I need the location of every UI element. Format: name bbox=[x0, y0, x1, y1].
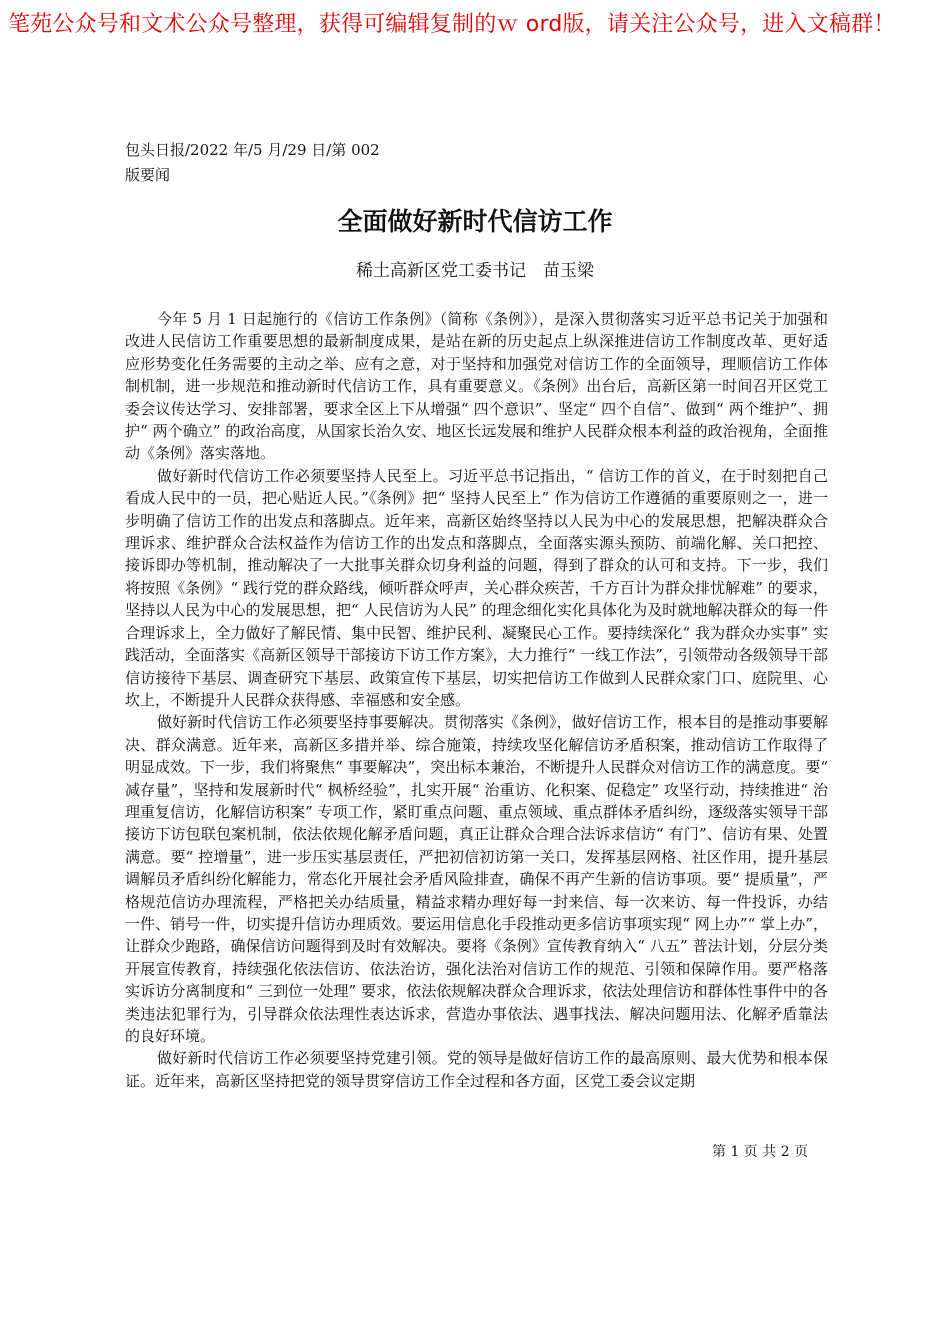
article-paragraph: 做好新时代信访工作必须要坚持党建引领。党的领导是做好信访工作的最高原则、最大优势和根本保证。近年来，高新区坚持把党的领导贯穿信访工作全过程和各方面，区党工委会议定期 bbox=[125, 1049, 828, 1090]
article-author: 稀土高新区党工委书记 苗玉梁 bbox=[356, 261, 594, 281]
article-title: 全面做好新时代信访工作 bbox=[337, 207, 613, 236]
article-paragraph: 做好新时代信访工作必须要坚持事要解决。贯彻落实《条例》，做好信访工作，根本目的是推动事要解决、群众满意。近年来，高新区多措并举、综合施策，持续攻坚化解信访矛盾积案，推动信访工作取得了明显成效。下一步，我们将聚焦“ 事要解决”，突出标本兼治，不断提升人民群众对信访工作的满意度。要“ 减存量”，坚持和发展新时代“ 枫桥经验”，扎实开展“ 治重访、化积案、促稳定” 攻坚行动，持续推进“ 治理重复信访，化解信访积案” 专项工作，紧盯重点问题、重点领域、重点群体矛盾纠纷，逐级落实领导干部接访下访包联包案机制，依法依规化解矛盾问题，真正让群众合理合法诉求信访“ 有门”、信访有果、处置满意。要“ 控增量”，进一步压实基层责任，严把初信初访第一关口，发挥基层网格、社区作用，提升基层调解员矛盾纠纷化解能力，常态化开展社会矛盾风险排查，确保不再产生新的信访事项。要“ 提质量”，严格规范信访办理流程，严格把关办结质量，精益求精办理好每一封来信、每一次来访、每一件投诉，办结一件、销号一件，切实提升信访办理质效。要运用信息化手段推动更多信访事项实现“ 网上办”“ 掌上办”，让群众少跑路，确保信访问题得到及时有效解决。要将《条例》宣传教育纳入“ 八五” 普法计划，分层分类开展宣传教育，持续强化依法信访、依法治访，强化法治对信访工作的规范、引领和保障作用。要严格落实诉访分离制度和“ 三到位一处理” 要求，依法依规解决群众合理诉求，依法处理信访和群体性事件中的各类违法犯罪行为，引导群众依法理性表达诉求，营造办事依法、遇事找法、解决问题用法、化解矛盾靠法的良好环境。 bbox=[125, 713, 828, 1045]
article-paragraph: 做好新时代信访工作必须要坚持人民至上。习近平总书记指出，“ 信访工作的首义，在于时刻把自己看成人民中的一员，把心贴近人民。”《条例》把“ 坚持人民至上” 作为信访工作遵循的重要原则之一，进一步明确了信访工作的出发点和落脚点。近年来，高新区始终坚持以人民为中心的发展思想，把解决群众合理诉求、维护群众合法权益作为信访工作的出发点和落脚点，全面落实源头预防、前端化解、关口把控、接诉即办等机制，推动解决了一大批事关群众切身利益的问题，得到了群众的认可和支持。下一步，我们将按照《条例》“ 践行党的群众路线，倾听群众呼声，关心群众疾苦，千方百计为群众排忧解难” 的要求，坚持以人民为中心的发展思想，把“ 人民信访为人民” 的理念细化实化具体化为及时就地解决群众的每一件合理诉求上，全力做好了解民情、集中民智、维护民利、凝聚民心工作。要持续深化“ 我为群众办实事” 实践活动，全面落实《高新区领导干部接访下访工作方案》，大力推行“ 一线工作法”，引领带动各级领导干部信访接待下基层、调查研究下基层、政策宣传下基层，切实把信访工作做到人民群众家门口、庭院里、心坎上，不断提升人民群众获得感、幸福感和安全感。 bbox=[125, 466, 828, 709]
source-line: 版要闻 bbox=[125, 166, 171, 184]
article-body bbox=[125, 308, 828, 1123]
source-info bbox=[125, 138, 380, 188]
article-paragraph: 今年 5 月 1 日起施行的《信访工作条例》（简称《条例》），是深入贯彻落实习近平总书记关于加强和改进人民信访工作重要思想的最新制度成果，是站在新的历史起点上纵深推进信访工作制度改革、更好适应形势变化任务需要的主动之举、应有之意，对于坚持和加强党对信访工作的全面领导，理顺信访工作体制机制，进一步规范和推动新时代信访工作，具有重要意义。《条例》出台后，高新区第一时间召开区党工委会议传达学习、安排部署，要求全区上下从增强“ 四个意识”、坚定“ 四个自信”、做到“ 两个维护”、拥护“ 两个确立” 的政治高度，从国家长治久安、地区长远发展和维护人民群众根本利益的政治视角，全面推动《条例》落实落地。 bbox=[125, 310, 828, 463]
watermark-banner: 笔苑公众号和文术公众号整理，获得可编辑复制的ｗ ord版，请关注公众号，进入文稿群！ bbox=[8, 12, 896, 37]
page-number: 第 1 页 共 2 页 bbox=[712, 1144, 809, 1160]
source-line: 包头日报/2022 年/5 月/29 日/第 002 bbox=[125, 141, 380, 159]
